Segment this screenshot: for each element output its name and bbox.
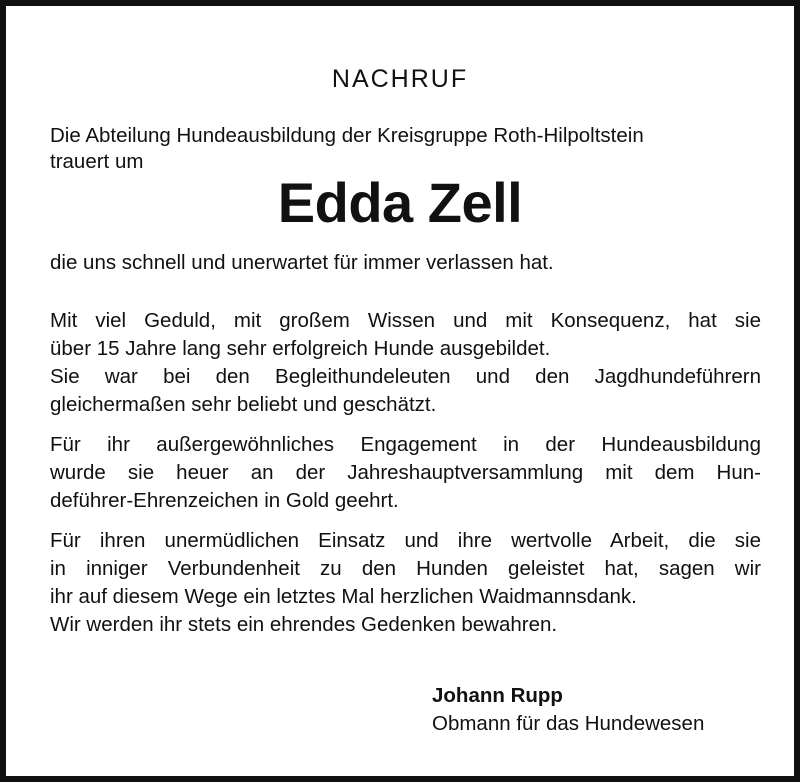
notice-title: NACHRUF xyxy=(331,65,469,93)
paragraph-1-line: Mit viel Geduld, mit großem Wissen und mit Konsequenz, hat sie xyxy=(50,309,761,332)
paragraph-3-line: Für ihren unermüdlichen Einsatz und ihre wertvolle Arbeit, die sie xyxy=(50,529,761,552)
paragraph-1-line: Sie war bei den Begleithundeleuten und den Jagdhundeführern xyxy=(50,365,761,388)
paragraph-1-line: gleichermaßen sehr beliebt und geschätzt. xyxy=(50,393,437,416)
paragraph-2-line: wurde sie heuer an der Jahreshauptversammlung mit dem Hun- xyxy=(50,461,761,484)
paragraph-1-line: über 15 Jahre lang sehr erfolgreich Hunde ausgebildet. xyxy=(50,337,551,360)
paragraph-3-line: ihr auf diesem Wege ein letztes Mal herzlichen Waidmannsdank. xyxy=(50,585,637,608)
signature-role: Obmann für das Hundewesen xyxy=(432,712,705,735)
intro-line: trauert um xyxy=(50,150,144,173)
signature-name: Johann Rupp xyxy=(432,684,563,707)
deceased-name: Edda Zell xyxy=(277,171,523,234)
paragraph-3-line: Wir werden ihr stets ein ehrendes Gedenken bewahren. xyxy=(50,613,558,636)
intro-line: Die Abteilung Hundeausbildung der Kreisgruppe Roth-Hilpoltstein xyxy=(50,124,644,147)
paragraph-2-line: deführer-Ehrenzeichen in Gold geehrt. xyxy=(50,489,399,512)
after-name-line: die uns schnell und unerwartet für immer verlassen hat. xyxy=(50,251,554,274)
paragraph-2-line: Für ihr außergewöhnliches Engagement in der Hundeausbildung xyxy=(50,433,761,456)
paragraph-3-line: in inniger Verbundenheit zu den Hunden geleistet hat, sagen wir xyxy=(50,557,761,580)
